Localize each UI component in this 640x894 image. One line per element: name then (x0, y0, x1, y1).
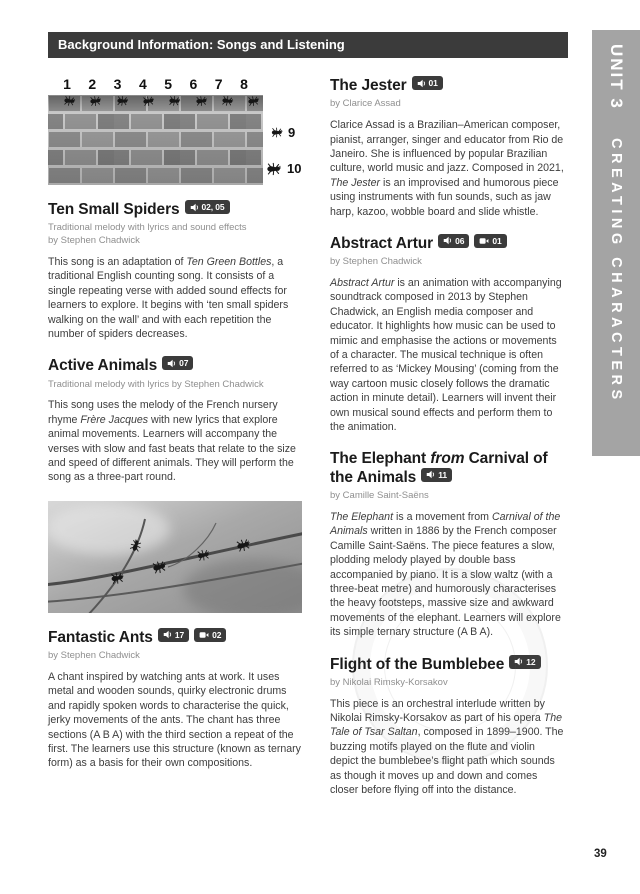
unit-sidebar (592, 30, 640, 456)
audio-track-badge (158, 628, 189, 642)
audio-track-badge (509, 655, 540, 669)
audio-track-number: 07 (179, 358, 189, 369)
video-track-number: 02 (212, 630, 222, 641)
section-body: Abstract Artur is an animation with accompanying soundtrack composed in 2013 by Stephen Chadwick, an English media composer and educator. It highlights how music can be used to mimic and emphasise the actions or movements of a character. The musical technique is often referred to as ‘Mickey Mousing’ (coming from the way cartoon music closely follows the dramatic action in minute detail). Learners will invent their own musical sound effects and perform them to the animation. (330, 277, 562, 434)
section-heading (330, 655, 566, 674)
section-body: This song is an adaptation of Ten Green Bottles, a traditional English counting song. It consists of a single repeating verse with added sound effects for learners to explore. It begins with ‘ten small spiders walking on the wall’ and with each repetition the number of spiders decreases. (48, 255, 289, 340)
section-title: The Elephant from Carnival of the Animals (330, 449, 548, 486)
spider-count-numbers (48, 76, 263, 92)
count-number: 6 (189, 76, 198, 92)
spider-wall-figure (48, 76, 302, 185)
page-header: Background Information: Songs and Listening (48, 32, 568, 58)
section-title: Abstract Artur (330, 234, 434, 252)
unit-title: CREATING CHARACTERS (608, 137, 624, 404)
section-title: Flight of the Bumblebee (330, 655, 505, 673)
count-number: 9 (288, 125, 296, 140)
section-byline: by Stephen Chadwick (48, 235, 140, 247)
audio-track-number: 12 (526, 656, 536, 667)
section-title: Fantastic Ants (48, 628, 153, 646)
section-title: Active Animals (48, 357, 158, 375)
speaker-icon (167, 359, 176, 368)
audio-track-badge (162, 356, 193, 370)
section-subtitle: Traditional melody with lyrics and sound effects (48, 222, 247, 234)
audio-track-number: 06 (455, 235, 465, 246)
section-heading (330, 234, 566, 253)
section-abstract-artur (330, 234, 566, 435)
section-byline: by Camille Saint-Saëns (330, 490, 429, 502)
left-column (48, 70, 302, 797)
audio-track-number: 11 (438, 469, 447, 480)
section-heading (48, 200, 302, 219)
wall-figure-area (48, 95, 302, 185)
section-body: This song uses the melody of the French nursery rhyme Frère Jacques with new lyrics that explore animal movements. Learners will accompany the verses with slow and fast beats that relate to the size and speed of different animals. They will perform the song as a three-part round. (48, 399, 296, 484)
section-body: Clarice Assad is a Brazilian–American composer, pianist, arranger, singer and educator from Rio de Janeiro. She is influenced by popular Brazilian culture, world music and jazz. Composed in 2021, The Jester is an improvised and humorous piece using instruments with fun sounds, such as jaw harp, kazoo, wobble board and slide whistle. (330, 119, 564, 218)
video-icon (479, 237, 489, 245)
speaker-icon (190, 203, 199, 212)
section-byline: by Nikolai Rimsky-Korsakov (330, 676, 448, 688)
count-number: 4 (138, 76, 147, 92)
section-active-animals (48, 356, 302, 485)
section-heading (330, 76, 566, 95)
section-heading (48, 356, 302, 375)
audio-track-badge (185, 200, 230, 214)
section-body: The Elephant is a movement from Carnival of the Animals written in 1886 by the French composer Camille Saint-Saëns. The piece features a slow, plodding melody played by double bass accompanied by piano. It is a slow waltz (with a three-beat metre) and humorously characterises the heavy footsteps, massive size and awkward movements of the elephant. Learners will explore its simple ternary structure (A B A). (330, 510, 561, 639)
speaker-icon (443, 236, 452, 245)
section-ten-small-spiders (48, 200, 302, 341)
brick-wall-photo (48, 95, 263, 185)
section-byline: by Clarice Assad (330, 98, 401, 110)
audio-track-badge (438, 234, 469, 248)
section-title: The Jester (330, 77, 407, 94)
audio-track-number: 02, 05 (201, 202, 225, 212)
section-the-jester (330, 76, 566, 219)
right-column (330, 70, 566, 797)
section-heading (330, 450, 566, 488)
section-title: Ten Small Spiders (48, 201, 180, 218)
section-heading (48, 628, 302, 647)
page-content (48, 70, 566, 797)
audio-track-badge (421, 468, 452, 482)
count-number: 10 (287, 161, 302, 176)
ant-icon (266, 162, 283, 176)
section-body: A chant inspired by watching ants at work. It uses metal and wooden sounds, quirky electronic drums and rapidly spoken words to characterise the quick, jerky movements of the ants. The chant has three sections (A B A) with the third section a repeat of the first. The learners use this structure (known as ternary form) as a basis for their own compositions. (48, 670, 301, 770)
video-track-number: 01 (492, 236, 502, 247)
section-byline: by Stephen Chadwick (48, 650, 140, 662)
audio-track-number: 17 (174, 629, 185, 640)
section-flight-of-the-bumblebee (330, 655, 566, 798)
count-number: 5 (164, 76, 173, 92)
count-number: 2 (88, 76, 97, 92)
section-the-elephant (330, 450, 566, 640)
speaker-icon (163, 630, 172, 639)
video-icon (199, 631, 209, 639)
speaker-icon (514, 657, 523, 666)
audio-track-badge (412, 76, 443, 90)
count-number: 8 (240, 76, 248, 92)
section-fantastic-ants (48, 628, 302, 771)
count-number: 1 (63, 76, 71, 92)
audio-track-number: 01 (428, 78, 438, 88)
spider-count-10 (266, 161, 301, 176)
video-track-badge (474, 234, 506, 248)
ants-photo-image (48, 501, 302, 613)
section-byline: by Stephen Chadwick (330, 256, 422, 268)
ants-photo (48, 501, 302, 613)
count-number: 7 (214, 76, 223, 92)
section-subtitle: Traditional melody with lyrics by Stephen Chadwick (48, 378, 264, 390)
spider-count-9 (271, 125, 295, 140)
speaker-icon (417, 79, 426, 88)
unit-label: UNIT 3 (607, 44, 626, 110)
page-number: 39 (594, 848, 607, 860)
count-number: 3 (113, 76, 122, 92)
section-body: This piece is an orchestral interlude written by Nikolai Rimsky-Korsakov as part of his opera The Tale of Tsar Saltan, composed in 1899–1900. The buzzing motifs played on the flute and violin depict the bumblebee’s flight path which sounds as though it moves up and down and comes closer before flying off into the distance. (330, 697, 564, 797)
ant-icon (271, 127, 284, 138)
video-track-badge (194, 628, 226, 642)
speaker-icon (426, 470, 435, 479)
